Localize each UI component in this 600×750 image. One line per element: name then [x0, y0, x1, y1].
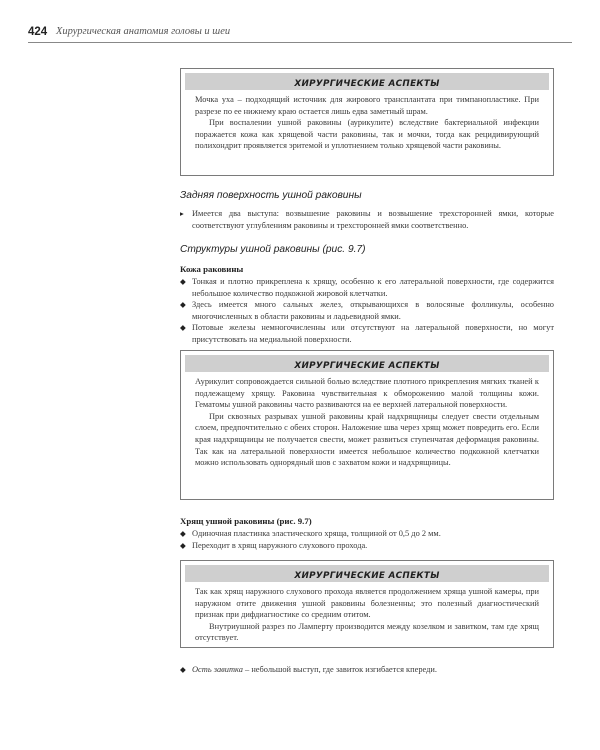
list-item-text: Имеется два выступа: возвышение раковины и возвышение трехсторонней ямки, которые соответствуют углублениям раковины и трехсторонней ямки соответственно.	[192, 209, 554, 230]
surgical-aspects-box-2	[180, 350, 554, 500]
diamond-bullet-icon: ◆	[180, 323, 186, 333]
final-list	[180, 664, 554, 676]
aspect-paragraph: При сквозных разрывах ушной раковины край надхрящницы следует свести отдельным слоем, предпочтительно с обеих сторон. Наложение шва через хрящ может повредить его. Если края надхрящницы не получается свести, может развиться ступенчатая деформация раковины. Так как на латеральной поверхности имеется небольшое количество подкожной клетчатки можно использовать однорядный шов с захватом кожи и надхрящницы.	[195, 411, 539, 468]
list-item	[180, 322, 554, 345]
diamond-bullet-icon: ◆	[180, 540, 186, 550]
list-item-text: Переходит в хрящ наружного слухового прохода.	[192, 540, 368, 550]
diamond-bullet-icon: ◆	[180, 300, 186, 310]
aspect-title-bar	[185, 73, 549, 90]
term-helix-spine: Ость завитка	[192, 665, 243, 674]
skin-list	[180, 276, 554, 346]
surgical-aspects-box-1	[180, 68, 554, 176]
section-title-structures: Структуры ушной раковины (рис. 9.7)	[180, 244, 366, 255]
list-item	[180, 540, 554, 552]
aspect-title: ХИРУРГИЧЕСКИЕ АСПЕКТЫ	[294, 361, 440, 371]
aspect-title-bar	[185, 565, 549, 582]
aspect-paragraph: При воспалении ушной раковины (аурикулите) вследствие бактериальной инфекции поражается кожа как хрящевой части раковины, так и мочки, тогда как рецидивирующий полихондрит проявляется эритемой и уплотнением только хрящевой части раковины.	[195, 118, 539, 151]
aspect-title-bar	[185, 355, 549, 372]
list-item	[180, 528, 554, 540]
diamond-bullet-icon: ◆	[180, 277, 186, 286]
diamond-bullet-icon: ◆	[180, 665, 186, 674]
header-rule	[28, 42, 572, 43]
section-title-back-surface: Задняя поверхность ушной раковины	[180, 190, 362, 201]
list-item	[180, 299, 554, 322]
list-item	[180, 208, 554, 231]
page-header	[28, 24, 572, 46]
cartilage-list	[180, 528, 554, 551]
aspect-title: ХИРУРГИЧЕСКИЕ АСПЕКТЫ	[294, 571, 440, 581]
subsection-title-skin: Кожа раковины	[180, 264, 244, 274]
list-item-text: Одиночная пластинка эластического хряща, толщиной от 0,5 до 2 мм.	[192, 529, 441, 538]
aspect-paragraph: Внутриушной разрез по Ламперту производится между козелком и завитком, там где хрящ отсутствует.	[195, 621, 539, 643]
back-surface-list	[180, 208, 554, 231]
list-item-text: – небольшой выступ, где завиток изгибается кпереди.	[242, 665, 437, 674]
running-title: Хирургическая анатомия головы и шеи	[56, 26, 231, 37]
list-item-text: Потовые железы немногочисленны или отсутствуют на латеральной поверхности, но могут присутствовать на медиальной поверхности.	[192, 323, 554, 344]
aspect-title: ХИРУРГИЧЕСКИЕ АСПЕКТЫ	[294, 79, 440, 89]
subsection-title-cartilage: Хрящ ушной раковины (рис. 9.7)	[180, 516, 312, 526]
diamond-bullet-icon: ◆	[180, 529, 186, 538]
list-item	[180, 664, 554, 676]
triangle-bullet-icon: ▸	[180, 209, 184, 218]
aspect-paragraph: Так как хрящ наружного слухового прохода является продолжением хряща ушной камеры, при наружном отите движения ушной раковины болезненны; это полезный диагностический признак при дифдиагностике со средним отитом.	[195, 587, 539, 620]
aspect-paragraph: Аурикулит сопровождается сильной болью вследствие плотного прикрепления мягких тканей к подлежащему хрящу. Раковина чувствительная к обморожению малой толщины кожи. Гематомы ушной раковины часто развиваются на ее верхней латеральной поверхности.	[195, 377, 539, 410]
aspect-paragraph: Мочка уха – подходящий источник для жирового трансплантата при тимпанопластике. При разрезе по ее нижнему краю остается лишь едва заметный шрам.	[195, 95, 539, 116]
page-number: 424	[28, 26, 48, 38]
surgical-aspects-box-3	[180, 560, 554, 648]
list-item-text: Тонкая и плотно прикреплена к хрящу, особенно к его латеральной поверхности, где содержится небольшое количество подкожной жировой клетчатки.	[192, 277, 554, 298]
list-item	[180, 276, 554, 299]
list-item-text: Здесь имеется много сальных желез, открывающихся в волосяные фолликулы, особенно многочисленных в области раковины и ладьевидной ямки.	[192, 300, 554, 321]
